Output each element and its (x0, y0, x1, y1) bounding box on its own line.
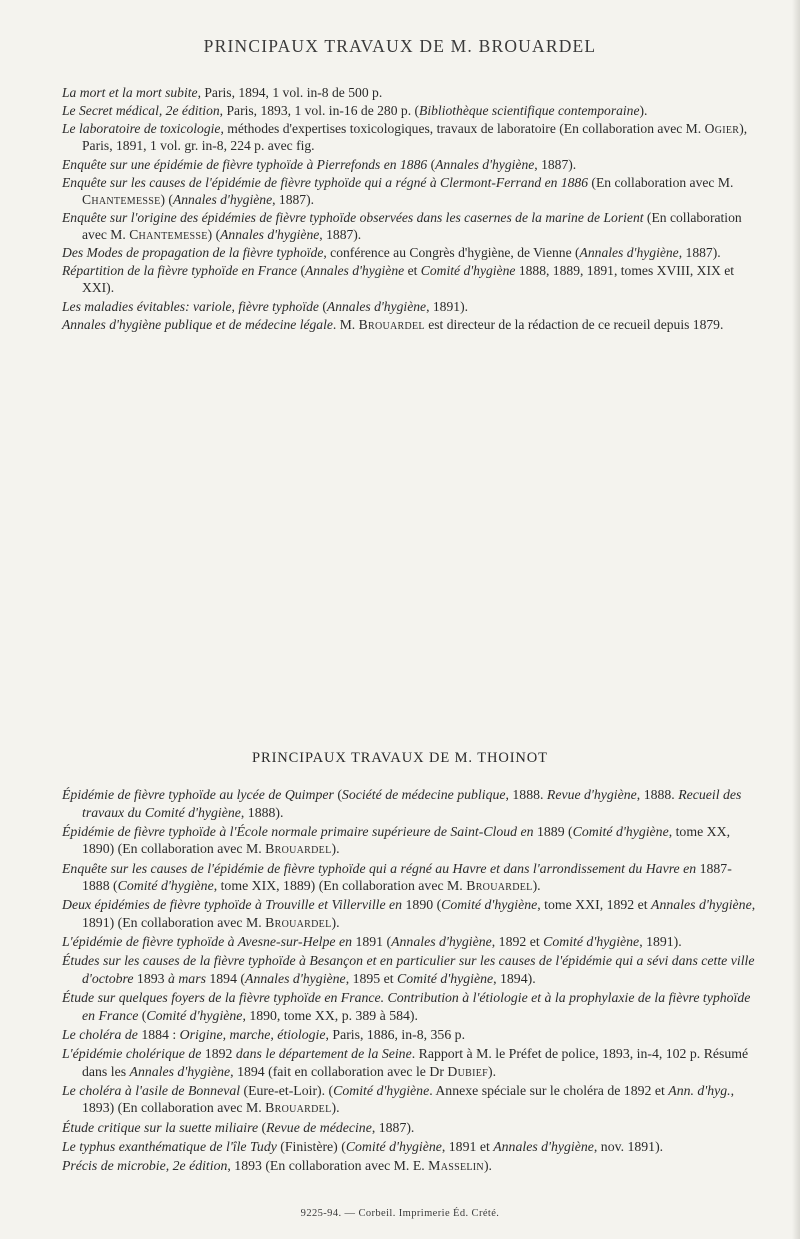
entry-text: 1894 ( (205, 970, 246, 986)
entry-text: Annales (62, 316, 106, 332)
entry-text: Annales d'hygiène (245, 970, 346, 986)
entry-text: Dubief (447, 1063, 489, 1079)
bibliography-entry (62, 262, 758, 296)
section-title-thoinot: PRINCIPAUX TRAVAUX DE M. THOINOT (252, 750, 548, 766)
entry-text: Le choléra de (62, 1026, 138, 1042)
entry-text: d'hygiène publique et de médecine légale (105, 316, 333, 332)
entry-text: Brouardel (466, 878, 533, 894)
entry-text: ( (258, 1119, 267, 1135)
entry-text: Études sur les causes de la fièvre typhoïde à Besançon et en particulier sur les causes de l'épidémie qui a sévi dans cette ville d'octobre (62, 953, 755, 986)
bibliography-entry (62, 1045, 758, 1080)
entry-text: ( (333, 787, 342, 802)
bibliography-entry (62, 860, 758, 895)
entry-text: Enquête sur une épidémie de fièvre typhoïde à Pierrefonds en 1886 (62, 156, 428, 172)
entry-text: , 1895 et (345, 970, 398, 986)
entry-text: Comité d'hygiène (397, 970, 494, 986)
entry-text: L'épidémie de fièvre typhoïde à Avesne-sur-Helpe en (62, 934, 353, 950)
entry-text: Enquête sur les causes de l'épidémie de fièvre typhoïde qui a régné au Havre et dans l'arrondissement du Havre en (62, 860, 697, 876)
entry-text: , Paris, 1894, 1 vol. in-8 de 500 p. (197, 85, 383, 100)
entry-text: , tome XIX, 1889) (En collaboration avec M. (213, 878, 467, 894)
entry-text: 1891 ( (352, 934, 392, 950)
entry-text: Comité d'hygiène (420, 263, 516, 279)
entry-text: Précis de microbie, 2e édition (62, 1158, 228, 1173)
entry-text: , méthodes d'expertises toxicologiques, travaux de laboratoire (En collaboration avec M. (220, 121, 705, 137)
bibliography-entry (62, 244, 758, 261)
entry-text: 1892 (201, 1046, 236, 1062)
entry-text: Chantemesse (129, 226, 208, 242)
entry-text: Étude sur quelques foyers de la fièvre typhoïde en France. Contribution à l'étiologie et à la prophylaxie de la fièvre typhoïde en France (62, 990, 751, 1023)
entry-text: . M. (332, 316, 359, 332)
entry-text: ( (138, 1007, 147, 1023)
entry-text: Annales d'hygiène (391, 934, 492, 950)
entry-text: , 1891). (639, 934, 682, 950)
entry-text: Annales d'hygiène (305, 263, 405, 279)
bibliography-entry (62, 896, 758, 931)
bibliography-entry (62, 952, 758, 987)
page-edge-shadow (792, 0, 800, 1239)
entry-text: , 1888). (240, 804, 284, 820)
entry-text: 1893 (133, 970, 168, 986)
entry-text: , 1894). (493, 970, 536, 986)
entry-text: , Paris, 1893, 1 vol. in-16 de 280 p. ( (219, 103, 420, 119)
entry-text: Deux épidémies de fièvre typhoïde à Trouville et Villerville en (62, 897, 403, 913)
entry-text: Annales d'hygiène (220, 226, 320, 242)
entry-text: , 1887). (272, 191, 315, 207)
entry-text: ). (488, 1063, 497, 1079)
entry-text: ( (318, 298, 327, 314)
bibliography-entry (62, 102, 758, 119)
entry-text: Annales d'hygiène (172, 191, 273, 207)
entry-text: Enquête sur l'origine des épidémies de fièvre typhoïde observées dans les casernes de la marine de Lorient (62, 209, 644, 225)
bibliography-entry (62, 1082, 758, 1117)
entry-text: ). (532, 878, 541, 894)
entry-text: Annales d'hygiène (435, 156, 535, 172)
bibliography-entry (62, 174, 758, 208)
bibliography-entry (62, 298, 758, 315)
entry-text: ) ( (207, 226, 221, 242)
entry-text: Comité d'hygiène (117, 878, 214, 894)
entry-text: Annales d'hygiène (326, 298, 427, 314)
entry-text: ) ( (160, 191, 173, 207)
entry-text: est directeur de la rédaction de ce recueil depuis 1879. (424, 316, 724, 332)
entry-text: ). (639, 103, 648, 119)
entry-text: , 1887). (371, 1119, 415, 1135)
entry-text: Le laboratoire de toxicologie (62, 121, 221, 137)
entry-text: à mars (167, 970, 206, 986)
entry-text: ( (297, 263, 305, 279)
entry-text: L'épidémie cholérique de (62, 1046, 202, 1062)
entry-text: (En collaboration avec M. (82, 209, 742, 242)
entry-text: Revue d'hygiène (546, 787, 637, 802)
entry-text: ). (483, 1158, 492, 1173)
entry-text: 1884 : (137, 1026, 180, 1042)
entry-text: Société de médecine publique (341, 787, 506, 802)
entry-text: Chantemesse (82, 191, 161, 207)
entry-text: Épidémie de fièvre typhoïde au lycée de Quimper (62, 787, 334, 802)
entry-text: , 1891). (426, 298, 468, 314)
entry-text: , conférence au Congrès d'hygiène, de Vienne ( (323, 245, 580, 261)
entry-text: Brouardel (265, 841, 332, 857)
entry-text: Comité d'hygiène (543, 934, 640, 950)
entry-text: Bibliothèque scientifique contemporaine (419, 103, 640, 119)
entry-text: 1889 ( (533, 823, 573, 839)
entry-text: Comité d'hygiène (345, 1138, 442, 1154)
entry-text: Annales d'hygiène (129, 1063, 231, 1079)
bibliography-entry (62, 316, 758, 333)
bibliography-entry (62, 209, 758, 243)
entry-text: ), Paris, 1891, 1 vol. gr. in-8, 224 p. avec fig. (82, 121, 748, 154)
entry-text: , 1893 (En collaboration avec M. E. (227, 1158, 429, 1173)
entry-text: (Eure-et-Loir). ( (240, 1082, 334, 1098)
entry-text: , 1893) (En collaboration avec M. (82, 1082, 735, 1116)
entry-text: La mort et la mort subite (62, 85, 198, 100)
entry-text: Masselin (428, 1158, 484, 1173)
entry-text: évitables: variole, fièvre typhoïde (133, 298, 319, 314)
entry-text: Le typhus exanthématique de l'île Tudy (62, 1138, 277, 1154)
entry-text: 1887-1888 ( (82, 860, 732, 894)
bibliography-entry (62, 1026, 758, 1044)
entry-text: 1890 ( (402, 897, 442, 913)
entry-text: . Rapport à M. le Préfet de police, 1893, in-4, 102 p. Résumé dans les (82, 1046, 749, 1079)
entry-text: , 1890, tome XX, p. 389 à 584). (242, 1007, 418, 1023)
entry-text: et (404, 263, 421, 279)
entry-text: Comité d'hygiène (333, 1082, 430, 1098)
bibliography-entry (62, 933, 758, 951)
entry-text: , 1894 (fait en collaboration avec le Dr (230, 1063, 448, 1079)
entry-text: Comité d'hygiène (146, 1007, 243, 1023)
entry-text: Revue de médecine (266, 1119, 372, 1135)
entry-text: Étude critique sur la suette miliaire (62, 1119, 259, 1135)
entry-text: , tome XXI, 1892 et (537, 897, 652, 913)
entry-text: ). (331, 914, 340, 930)
entry-text: 1888, 1889, 1891, tomes XVIII, XIX et XXI). (82, 263, 735, 296)
entry-text: ( (427, 156, 436, 172)
running-head: PRINCIPAUX TRAVAUX DE M. BROUARDEL (203, 36, 597, 56)
entry-text: , tome XX, 1890) (En collaboration avec M. (82, 823, 731, 857)
printer-footer: 9225-94. — Corbeil. Imprimerie Éd. Crété. (300, 1208, 500, 1219)
entry-text: Brouardel (265, 914, 332, 930)
bibliography-entry (62, 1157, 758, 1175)
entry-text: , 1891) (En collaboration avec M. (82, 897, 756, 930)
entry-text: , 1888. (505, 787, 547, 802)
entry-text: , 1892 et (491, 934, 544, 950)
entry-text: ). (331, 1100, 340, 1116)
bibliography-entry (62, 120, 758, 154)
entry-text: Annales d'hygiène (579, 245, 679, 261)
entry-text: (En collaboration avec M. (588, 174, 734, 190)
bibliography-entry (62, 786, 758, 821)
bibliography-entry (62, 156, 758, 173)
entry-text: ). (331, 841, 340, 857)
entry-text: Ann. d'hyg. (668, 1082, 731, 1098)
entry-text: Le Secret médical, 2e édition (62, 103, 220, 119)
entry-text: Répartition de la fièvre typhoïde en France (62, 263, 298, 279)
entry-text: , 1888. (636, 787, 679, 802)
entry-text: Comité d'hygiène (441, 897, 538, 913)
entry-text: Brouardel (358, 316, 425, 332)
bibliography-entry (62, 1119, 758, 1137)
entry-text: Annales d'hygiène (651, 897, 752, 913)
bibliography-entry (62, 989, 758, 1024)
entry-text: , 1887). (678, 245, 721, 261)
entry-text: . Annexe spéciale sur le choléra de 1892 et (429, 1082, 669, 1098)
entry-text: Recueil des travaux du Comité d'hygiène (82, 787, 742, 820)
entry-text: , 1891 et (441, 1138, 494, 1154)
entry-text: Des Modes de propagation de la fièvre typhoïde (62, 245, 324, 261)
entry-text: , nov. 1891). (593, 1138, 664, 1154)
entry-text: Comité d'hygiène (572, 823, 669, 839)
entry-text: Le choléra à l'asile de Bonneval (62, 1082, 241, 1098)
entry-text: Origine, marche, étiologie (179, 1026, 326, 1042)
entry-text: Épidémie de fièvre typhoïde à l'École normale primaire supérieure de Saint-Cloud en (62, 823, 534, 839)
entry-text: Enquête sur les causes de l'épidémie de fièvre typhoïde qui a régné à Clermont-Ferrand en 1886 (62, 174, 589, 190)
entry-text: , Paris, 1886, in-8, 356 p. (325, 1026, 466, 1042)
entry-text: , 1887). (319, 226, 362, 242)
entry-text: (Finistère) ( (276, 1138, 346, 1154)
entry-text: Brouardel (265, 1100, 332, 1116)
thoinot-works-list (62, 786, 758, 1176)
bibliography-entry (62, 823, 758, 858)
entry-text: , 1887). (534, 156, 577, 172)
entry-text: Annales d'hygiène (493, 1138, 594, 1154)
entry-text: Les maladies (62, 298, 134, 314)
entry-text: Ogier (704, 121, 740, 137)
bibliography-entry (62, 1138, 758, 1156)
entry-text: dans le département de la Seine (235, 1046, 412, 1062)
bibliography-entry (62, 84, 758, 101)
brouardel-works-list (62, 84, 758, 334)
